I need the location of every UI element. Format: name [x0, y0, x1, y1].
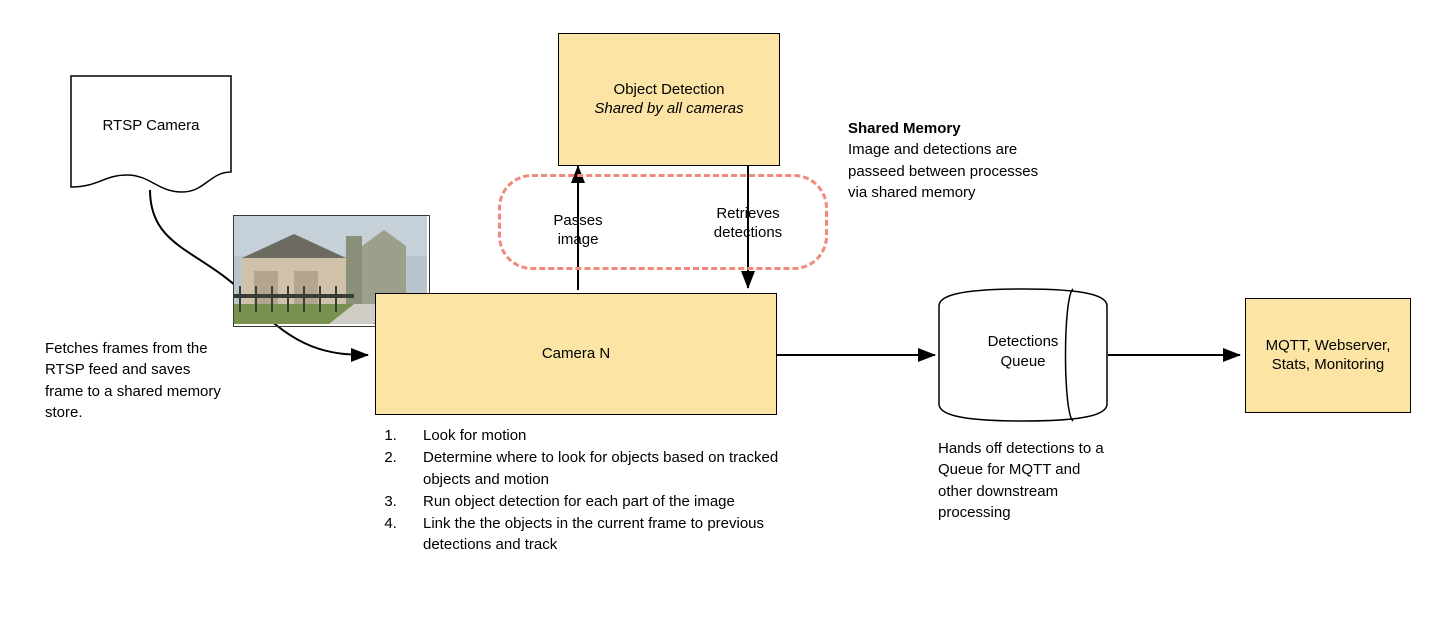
rtsp-camera-label: RTSP Camera [102, 117, 200, 134]
list-item: 3. Run object detection for each part of the image [401, 491, 785, 512]
object-detection-node [558, 33, 780, 166]
object-detection-label: Object Detection [613, 80, 725, 98]
list-item: 1. Look for motion [401, 425, 785, 446]
camera-n-node [375, 293, 777, 415]
detections-queue-label [938, 332, 1108, 371]
rtsp-camera-node [70, 75, 232, 193]
list-item: 2. Determine where to look for objects based on tracked objects and motion [401, 447, 785, 490]
downstream-node [1245, 298, 1411, 413]
list-item: 4. Link the the objects in the current frame to previous detections and track [401, 513, 785, 556]
camera-steps-list [375, 425, 785, 557]
downstream-line2: Stats, Monitoring [1271, 355, 1385, 373]
shared-memory-heading: Shared Memory [848, 120, 961, 137]
passes-image-line1: Passes [553, 212, 603, 229]
document-shape-icon [70, 75, 232, 193]
detections-queue-line2: Queue [1000, 352, 1046, 370]
shared-memory-body: Image and detections are passeed between processes via shared memory [848, 141, 1039, 201]
detections-queue-node [938, 288, 1108, 422]
detections-queue-line1: Detections [987, 333, 1059, 350]
shared-memory-note [848, 118, 1058, 203]
retrieves-detections-line1: Retrieves [716, 205, 780, 222]
retrieves-detections-line2: detections [713, 223, 783, 241]
camera-n-label: Camera N [541, 344, 611, 362]
passes-image-label [528, 212, 628, 250]
object-detection-sublabel: Shared by all cameras [594, 99, 744, 117]
passes-image-line2: image [557, 230, 599, 248]
downstream-line1: MQTT, Webserver, [1265, 336, 1391, 354]
fetch-note: Fetches frames from the RTSP feed and saves frame to a shared memory store. [45, 340, 221, 421]
queue-note: Hands off detections to a Queue for MQTT and other downstream processing [938, 440, 1104, 521]
retrieves-detections-label [688, 205, 808, 243]
